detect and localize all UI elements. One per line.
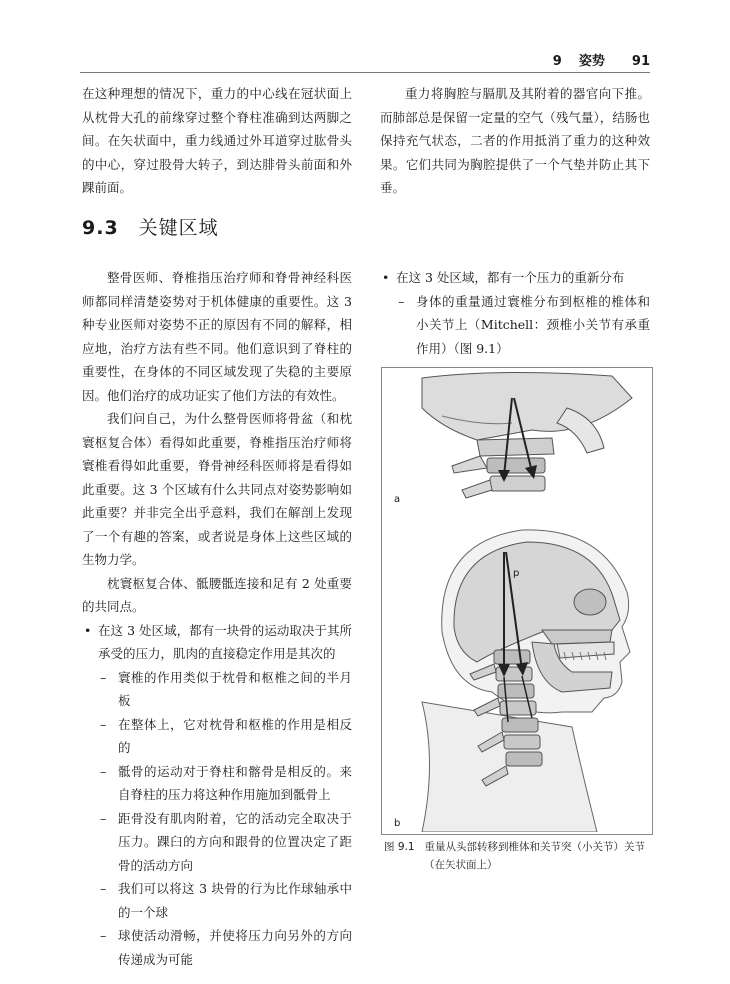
- bullet-item: • 在这 3 处区域，都有一块骨的运动取决于其所承受的压力，肌肉的直接稳定作用是其次的: [82, 619, 352, 666]
- sub-bullet-item: – 我们可以将这 3 块骨的行为比作球轴承中的一个球: [82, 877, 352, 924]
- figure-label-p: p: [513, 568, 520, 579]
- paragraph-3: 枕寰枢复合体、骶腰骶连接和足有 2 处重要的共同点。: [82, 575, 352, 614]
- intro-left-paragraph: 在这种理想的情况下，重力的中心线在冠状面上从枕骨大孔的前缘穿过整个脊柱准确到达两脚之间。在矢状面中，重力线通过外耳道穿过肱骨头的中心，穿过股骨大转子，到达腓骨头前面和外踝前面。: [82, 86, 352, 195]
- intro-right-paragraph: 重力将胸腔与膈肌及其附着的器官向下推。而肺部总是保留一定量的空气（残气量），结肠也保持充气状态，二者的作用抵消了重力的这种效果。它们共同为胸腔提供了一个气垫并防止其下垂。: [380, 86, 650, 195]
- figure-label-a: a: [394, 494, 401, 505]
- right-bullet-list: [380, 266, 650, 360]
- sub-bullet-item: – 骶骨的运动对于脊柱和髂骨是相反的。来自脊柱的压力将这种作用施加到骶骨上: [82, 760, 352, 807]
- page-number: 91: [631, 54, 650, 69]
- left-column: [82, 266, 352, 971]
- sub-bullet-item: – 球使活动滑畅，并使将压力向另外的方向传递成为可能: [82, 924, 352, 971]
- section-heading: [82, 213, 219, 240]
- header-rule: [80, 72, 650, 73]
- bullet-item: • 在这 3 处区域，都有一个压力的重新分布: [380, 266, 650, 290]
- paragraph-2: 我们问自己，为什么整骨医师将骨盆（和枕寰枢复合体）看得如此重要，脊椎指压治疗师将寰椎看得如此重要，脊骨神经科医师将是看得如此重要。这 3 个区域有什么共同点对姿势影响如此重要？并非完全出乎意料，我们在解剖上发现了一个有趣的答案，或者说是身体上这些区域的生物力学。: [82, 411, 352, 567]
- figure-caption-text: 重量从头部转移到椎体和关节突（小关节）关节: [424, 841, 646, 853]
- section-number: 9.3: [82, 217, 119, 239]
- sub-bullet-item: – 距骨没有肌肉附着，它的活动完全取决于压力。踝臼的方向和跟骨的位置决定了距骨的活动方向: [82, 807, 352, 878]
- chapter-title: 姿势: [578, 54, 605, 69]
- bullet-list: [82, 619, 352, 972]
- figure-label-b: b: [394, 818, 401, 829]
- figure-caption-number: 图 9.1: [384, 841, 415, 853]
- running-header: [400, 50, 650, 69]
- intro-left-column: [82, 82, 352, 200]
- sub-bullet-item: – 寰椎的作用类似于枕骨和枢椎之间的半月板: [82, 666, 352, 713]
- figure-caption: [384, 838, 654, 874]
- paragraph-1: 整骨医师、脊椎指压治疗师和脊骨神经科医师都同样清楚姿势对于机体健康的重要性。这 3 种专业医师对姿势不正的原因有不同的解释，相应地，治疗方法有些不同。他们意识到了脊柱的重要性，在身体的不同区域发现了失稳的主要原因。他们治疗的成功证实了他们方法的有效性。: [82, 270, 352, 403]
- chapter-number: 9: [552, 54, 562, 69]
- section-title: 关键区域: [138, 217, 219, 239]
- figure-panel-b-illustration: [382, 512, 652, 832]
- sub-bullet-item: – 在整体上，它对枕骨和枢椎的作用是相反的: [82, 713, 352, 760]
- sub-bullet-item: – 身体的重量通过寰椎分布到枢椎的椎体和小关节上（Mitchell：颈椎小关节有承重作用）（图 9.1）: [380, 290, 650, 361]
- intro-right-column: [380, 82, 650, 200]
- figure-9-1: [381, 367, 653, 835]
- figure-panel-a-illustration: [382, 368, 652, 503]
- figure-caption-line-2: （在矢状面上）: [424, 859, 498, 871]
- right-column: [380, 266, 650, 360]
